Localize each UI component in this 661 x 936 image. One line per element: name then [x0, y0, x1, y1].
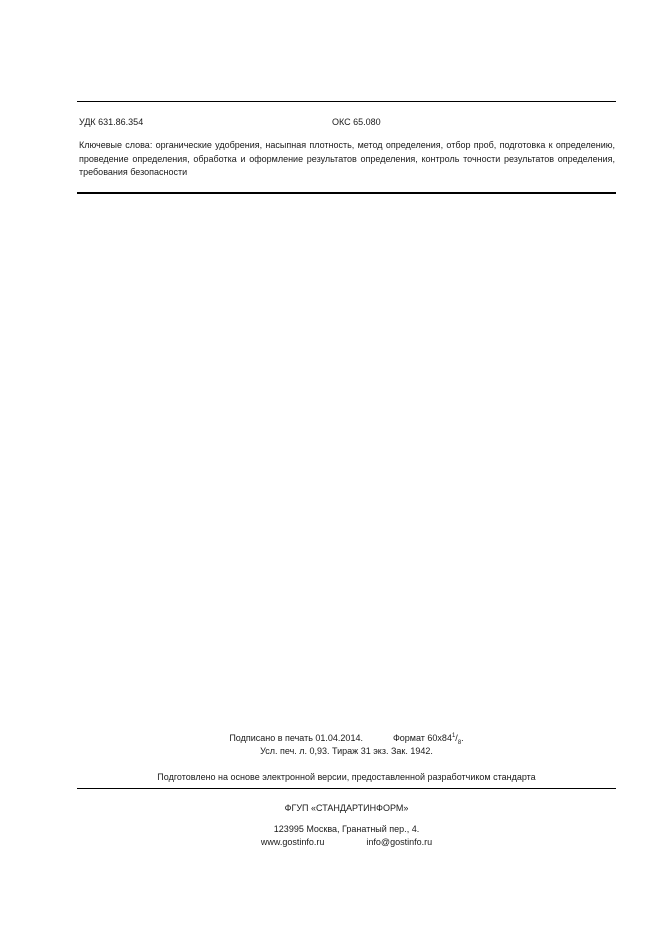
udk-code: УДК 631.86.354 [79, 117, 144, 127]
keywords-divider [77, 192, 616, 194]
paper-format: Формат $60x84^1/_8$. [392, 733, 464, 746]
format-fraction-denominator: 8 [457, 739, 462, 746]
top-divider [77, 101, 616, 102]
format-label: Формат 60x84 [392, 733, 452, 743]
format-end: . [461, 733, 464, 743]
print-details-line-2: Усл. печ. л. 0,93. Тираж 31 экз. Зак. 1942. [260, 746, 433, 756]
publisher-name: ФГУП «СТАНДАРТИНФОРМ» [284, 803, 409, 813]
publisher-contacts [77, 836, 616, 849]
oks-code: ОКС 65.080 [332, 117, 381, 127]
publisher-address: 123995 Москва, Гранатный пер., 4. [273, 824, 420, 834]
format-fraction-numerator: 1 [451, 733, 456, 739]
print-details-line-1 [77, 732, 616, 745]
email-link[interactable]: info@gostinfo.ru [366, 837, 433, 847]
bottom-divider [77, 788, 616, 789]
website-link[interactable]: www.gostinfo.ru [260, 837, 325, 847]
classification-codes [79, 116, 616, 129]
prepared-note: Подготовлено на основе электронной версии, предоставленной разработчиком стандарта [157, 772, 536, 782]
keywords-paragraph: Ключевые слова: органические удобрения, насыпная плотность, метод определения, отбор проб, подготовка к определению, проведение определения, обработка и оформление результатов определения, контроль точности результатов определения, требования безопасности [79, 140, 615, 177]
signed-for-print: Подписано в печать 01.04.2014. [229, 733, 363, 743]
